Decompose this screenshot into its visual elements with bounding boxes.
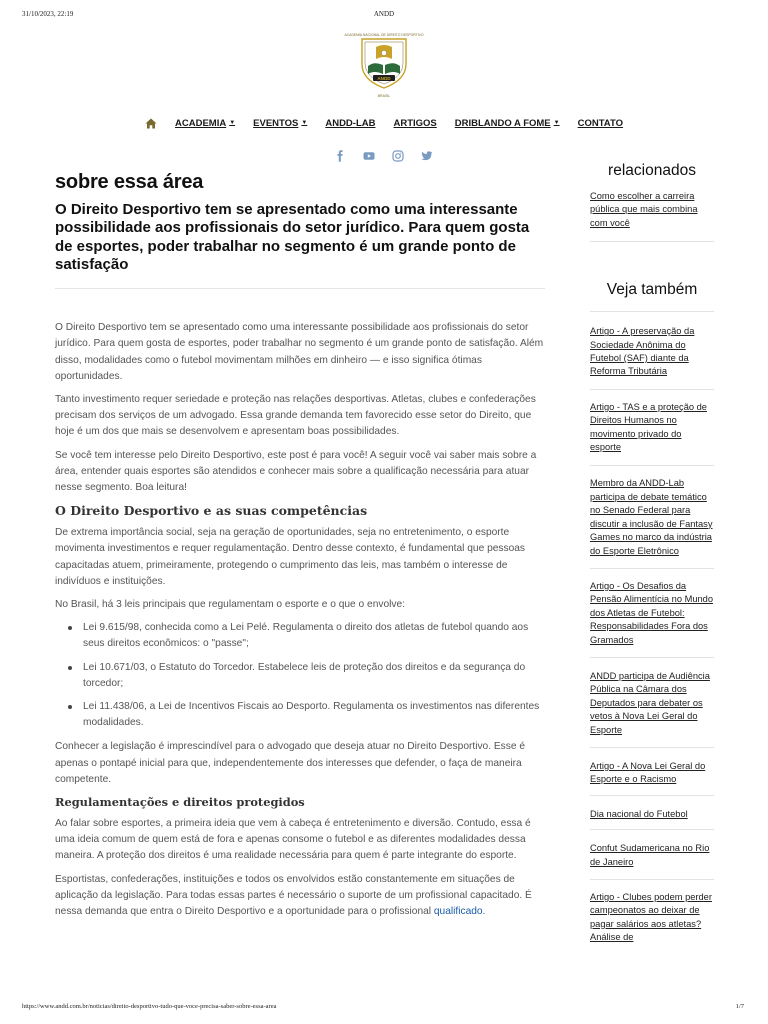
paragraph: Conhecer a legislação é imprescindível para o advogado que deseja atuar no Direito Desportivo. Esse é apenas o pontapé inicial para que, independentemente dos interesses que defender, o faça de maneira competente. bbox=[55, 741, 526, 785]
see-also-link[interactable]: Confut Sudamericana no Rio de Janeiro bbox=[590, 843, 710, 867]
see-also-link[interactable]: Dia nacional do Futebol bbox=[590, 808, 688, 819]
divider bbox=[590, 829, 714, 830]
paragraph: Esportistas, confederações, instituições e todos os envolvidos estão constantemente em situações de aplicação da legislação. Para todas essas partes é necessário o suporte de um profissional capacitado. É nessa demanda que entra o Direito Desportivo e a oportunidade para o profissional qualificado. bbox=[55, 873, 532, 918]
paragraph: Se você tem interesse pelo Direito Desportivo, este post é para você! A seguir você vai saber mais sobre a área, entender quais esportes são atendidos e conhecer mais sobre a qualificação necessária para atuar nesse segmento. Boa leitura! bbox=[55, 449, 537, 494]
chevron-down-icon: ▼ bbox=[229, 120, 236, 126]
twitter-icon[interactable] bbox=[421, 150, 433, 162]
print-url: https://www.andd.com.br/noticias/direito-desportivo-tudo-que-voce-precisa-saber-sobre-essa-area bbox=[22, 1003, 277, 1010]
section-heading-regulamentacoes: Regulamentações e direitos protegidos bbox=[55, 795, 305, 810]
divider bbox=[590, 241, 714, 242]
divider bbox=[590, 311, 714, 312]
related-link[interactable]: Como escolher a carreira pública que mais combina com você bbox=[590, 191, 698, 228]
nav-item-driblando-a-fome[interactable]: DRIBLANDO A FOME ▼ bbox=[454, 117, 560, 129]
list-item: Lei 9.615/98, conhecida como a Lei Pelé. Regulamenta o direito dos atletas de futebol quando aos seus direitos econômicos: o "passe"; bbox=[68, 620, 545, 652]
home-icon[interactable] bbox=[145, 118, 157, 129]
divider bbox=[590, 879, 714, 880]
nav-item-academia[interactable]: ACADEMIA ▼ bbox=[175, 117, 236, 129]
see-also-link[interactable]: Membro da ANDD-Lab participa de debate temático no Senado Federal para discutir a inclusão de Fantasy Games no marco da indústria do Esporte Eletrônico bbox=[590, 478, 713, 556]
divider bbox=[590, 465, 714, 466]
list-item: Lei 11.438/06, a Lei de Incentivos Fiscais ao Desporto. Regulamenta os investimentos nas diferentes modalidades. bbox=[68, 699, 545, 731]
see-also-link[interactable]: Artigo - Os Desafios da Pensão Alimentícia no Mundo dos Atletas de Futebol: Responsabilidades Fora dos Gramados bbox=[590, 580, 714, 645]
see-also-heading: Veja também bbox=[606, 281, 698, 299]
facebook-icon[interactable] bbox=[334, 150, 346, 162]
laws-list bbox=[68, 620, 545, 731]
logo-top-text: ACADEMIA NACIONAL DE DIREITO DESPORTIVO bbox=[344, 33, 424, 37]
article-body bbox=[55, 320, 545, 920]
instagram-icon[interactable] bbox=[392, 150, 404, 162]
list-item: Lei 10.671/03, o Estatuto do Torcedor. Estabelece leis de proteção dos direitos e da segurança do torcedor; bbox=[68, 660, 545, 692]
see-also-link[interactable]: ANDD participa de Audiência Pública na Câmara dos Deputados para debater os vetos à Nova Lei Geral do Esporte bbox=[590, 670, 710, 735]
main-nav bbox=[0, 115, 768, 131]
article-title: sobre essa área bbox=[55, 171, 204, 193]
sidebar bbox=[590, 162, 714, 945]
paragraph: Tanto investimento requer seriedade e proteção nas relações desportivas. Atletas, clubes e confederações precisam dos serviços de um advogado. Essa grande demanda tem favorecido esse setor do Direito, que hoje é um dos que mais se desenvolvem e apresentam boas possibilidades. bbox=[55, 394, 536, 438]
see-also-link[interactable]: Artigo - A preservação da Sociedade Anônima do Futebol (SAF) diante da Reforma Tributária bbox=[590, 326, 695, 377]
divider bbox=[590, 568, 714, 569]
section-heading-competencias: O Direito Desportivo e as suas competências bbox=[55, 503, 368, 519]
print-date: 31/10/2023, 22:19 bbox=[22, 10, 74, 18]
paragraph: O Direito Desportivo tem se apresentado como uma interessante possibilidade aos profissionais do setor jurídico. Para quem gosta de esportes, poder trabalhar no segmento é um grande ponto de satisfação. Além disso, modalidades como o futebol movimentam milhões em dinheiro — e isso significa ótimas oportunidades. bbox=[55, 322, 544, 382]
divider bbox=[55, 288, 545, 289]
qualificado-link[interactable]: qualificado bbox=[433, 906, 483, 918]
see-also-link[interactable]: Artigo - A Nova Lei Geral do Esporte e o Racismo bbox=[590, 760, 706, 785]
nav-item-artigos[interactable]: ARTIGOS bbox=[393, 117, 437, 129]
logo-name: ANDD bbox=[377, 75, 391, 81]
chevron-down-icon: ▼ bbox=[301, 120, 308, 126]
article bbox=[55, 170, 545, 927]
nav-item-eventos[interactable]: EVENTOS ▼ bbox=[253, 117, 308, 129]
paragraph: De extrema importância social, seja na geração de oportunidades, seja no entretenimento, o esporte movimenta investimentos e requer regulamentação. Dentro desse contexto, é fundamental que pessoas capacitadas atuem, primeiramente, protegendo o cumprimento das leis, mas também o interesse de indivíduos e instituições. bbox=[55, 527, 526, 587]
divider bbox=[590, 389, 714, 390]
see-also-link[interactable]: Artigo - TAS e a proteção de Direitos Humanos no movimento privado do esporte bbox=[590, 401, 707, 453]
nav-item-andd-lab[interactable]: ANDD-LAB bbox=[325, 117, 376, 129]
chevron-down-icon: ▼ bbox=[553, 120, 560, 126]
paragraph: Ao falar sobre esportes, a primeira ideia que vem à cabeça é entretenimento e diversão. Contudo, essa é uma ideia comum de quem está de fora e apenas consome o futebol e as diferentes modalidades dessa maneira. A proteção dos direitos é uma realidade necessária para quem é parte integrante do esporte. bbox=[55, 818, 531, 862]
article-subtitle: O Direito Desportivo tem se apresentado como uma interessante possibilidade aos profissionais do setor jurídico. Para quem gosta de esportes, poder trabalhar no segmento é um grande ponto de satisfação bbox=[55, 201, 530, 273]
print-title: ANDD bbox=[373, 10, 395, 18]
divider bbox=[590, 795, 714, 796]
divider bbox=[590, 747, 714, 748]
divider bbox=[590, 657, 714, 658]
paragraph: No Brasil, há 3 leis principais que regulamentam o esporte e o que o envolve: bbox=[55, 599, 405, 611]
andd-logo[interactable] bbox=[344, 30, 424, 100]
social-links bbox=[334, 150, 433, 162]
see-also-link[interactable]: Artigo - Clubes podem perder campeonatos ao deixar de pagar salários aos atletas? Análise de bbox=[590, 892, 712, 943]
logo-country: BRASIL bbox=[377, 94, 391, 98]
nav-item-contato[interactable]: CONTATO bbox=[577, 117, 623, 129]
print-page-number: 1/7 bbox=[735, 1003, 744, 1010]
youtube-icon[interactable] bbox=[363, 150, 375, 162]
related-heading: relacionados bbox=[608, 162, 696, 179]
